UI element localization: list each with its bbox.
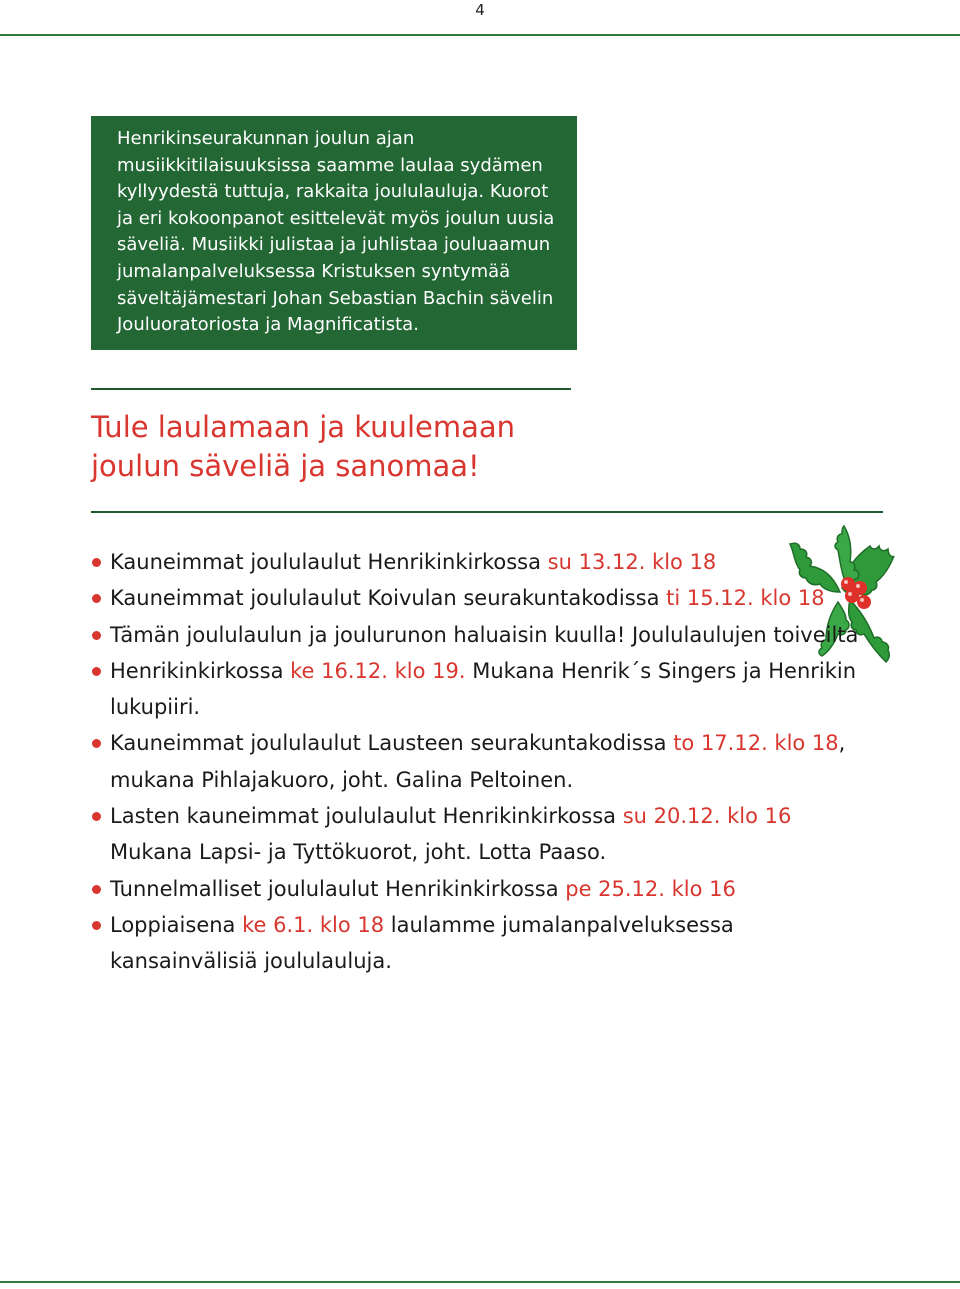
event-time: ke 6.1. klo 18 — [242, 912, 385, 937]
bullet-icon — [92, 921, 101, 930]
event-text: Kauneimmat joululaulut Henrikinkirkossa — [110, 550, 548, 574]
bullet-icon — [92, 594, 101, 603]
event-item — [92, 907, 872, 980]
headline — [91, 408, 515, 486]
bullet-icon — [92, 812, 101, 821]
event-extra: Mukana Henrik´s Singers ja Henrikin lukupiiri. — [110, 658, 857, 720]
bullet-icon — [92, 558, 101, 567]
bullet-icon — [92, 631, 101, 640]
event-time: ke 16.12. klo 19. — [290, 658, 466, 683]
intro-text: Henrikinseurakunnan joulun ajan musiikkitilaisuuksissa saamme laulaa sydämen kyllyydestä tuttuja, rakkaita joululauluja. Kuorot ja eri kokoonpanot esittelevät myös joulun uusia säveliä. Musiikki julistaa ja juhlistaa jouluaamun jumalanpalveluksessa Kristuksen syntymää säveltäjämestari Johan Sebastian Bachin sävelin Jouluoratoriosta ja Magnificatista. — [117, 128, 555, 336]
event-item — [92, 871, 872, 907]
event-text: Tunnelmalliset joululaulut Henrikinkirkossa — [110, 876, 566, 901]
bullet-icon — [92, 739, 101, 748]
event-item — [92, 653, 872, 726]
event-extra: Mukana Lapsi- ja Tyttökuorot, joht. Lotta Paaso. — [110, 840, 607, 865]
event-extra: , mukana Pihlajakuoro, joht. Galina Peltoinen. — [110, 731, 846, 792]
header-rule — [0, 34, 960, 36]
event-item — [92, 580, 872, 616]
event-item — [92, 617, 872, 653]
event-text: Kauneimmat joululaulut Lausteen seurakuntakodissa — [110, 731, 674, 756]
event-text: Loppiaisena — [110, 912, 243, 937]
event-time: to 17.12. klo 18 — [673, 731, 839, 756]
event-list — [92, 544, 872, 980]
event-item — [92, 725, 872, 798]
event-text: Kauneimmat joululaulut Koivulan seurakuntakodissa — [110, 586, 667, 611]
event-text: Tämän joululaulun ja joulurunon haluaisin kuulla! Joululaulujen toiveilta — [110, 622, 859, 647]
event-text: Lasten kauneimmat joululaulut Henrikinkirkossa — [110, 804, 623, 829]
bullet-icon — [92, 885, 101, 894]
event-item — [92, 544, 872, 580]
footer-rule — [0, 1281, 960, 1283]
event-text: Henrikinkirkossa — [110, 658, 291, 683]
event-time: ti 15.12. klo 18 — [666, 586, 825, 611]
headline-rule-bottom — [91, 511, 883, 513]
page-number: 4 — [475, 1, 485, 19]
event-time: su 20.12. klo 16 — [622, 804, 792, 829]
event-item — [92, 798, 872, 871]
headline-line-1: Tule laulamaan ja kuulemaan — [91, 410, 516, 444]
headline-line-2: joulun säveliä ja sanomaa! — [91, 449, 480, 483]
intro-box — [91, 116, 577, 350]
event-time: pe 25.12. klo 16 — [565, 876, 736, 901]
event-extra: laulamme jumalanpalveluksessa kansainvälisiä joululauluja. — [110, 912, 734, 974]
headline-rule-top — [91, 388, 571, 390]
event-time: su 13.12. klo 18 — [547, 550, 717, 574]
bullet-icon — [92, 667, 101, 676]
